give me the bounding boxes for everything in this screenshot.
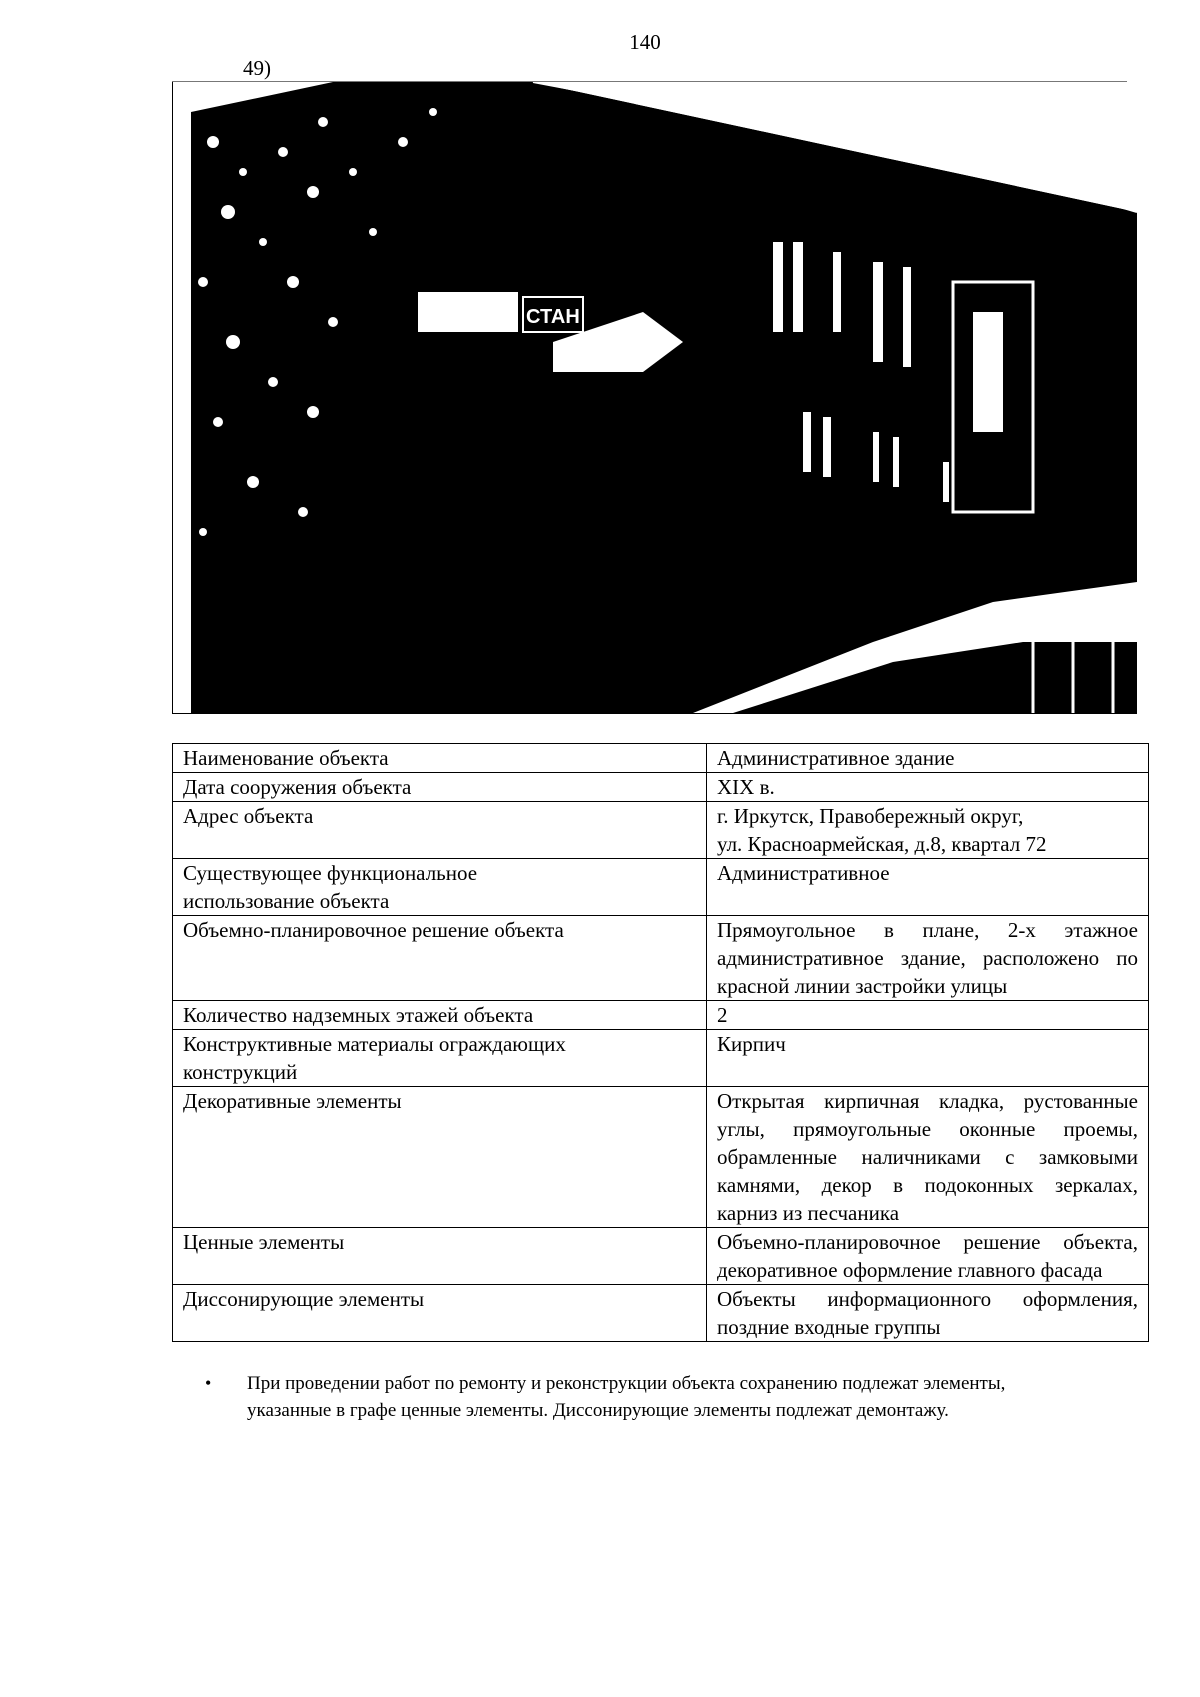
building-photo-image	[173, 82, 1137, 713]
table-row	[173, 773, 1149, 802]
table-row	[173, 1087, 1149, 1228]
table-row	[173, 916, 1149, 1001]
row-label: Дата сооружения объекта	[173, 773, 707, 802]
bullet-icon: •	[205, 1373, 212, 1393]
row-value: 2	[707, 1001, 1149, 1030]
note-text: При проведении работ по ремонту и реконструкции объекта сохранению подлежат элементы, указанные в графе ценные элементы. Диссонирующие элементы подлежат демонтажу.	[247, 1373, 1006, 1421]
row-value: Прямоугольное в плане, 2-х этажное административное здание, расположено по красной линии застройки улицы	[707, 916, 1149, 1001]
item-number: 49)	[243, 56, 271, 80]
row-label: Декоративные элементы	[173, 1087, 707, 1228]
table-row	[173, 802, 1149, 859]
row-label: Количество надземных этажей объекта	[173, 1001, 707, 1030]
row-value: Кирпич	[707, 1030, 1149, 1087]
row-value: г. Иркутск, Правобережный округ, ул. Красноармейская, д.8, квартал 72	[707, 802, 1149, 859]
row-label: Диссонирующие элементы	[173, 1285, 707, 1342]
row-label: Адрес объекта	[173, 802, 707, 859]
shop-sign-text: СТАН	[526, 306, 580, 328]
row-label: Существующее функциональное использование объекта	[173, 859, 707, 916]
row-label: Наименование объекта	[173, 744, 707, 773]
row-value: Административное	[707, 859, 1149, 916]
table-row	[173, 1001, 1149, 1030]
table-row	[173, 1228, 1149, 1285]
building-photo	[172, 82, 1137, 714]
row-value: XIX в.	[707, 773, 1149, 802]
table-row	[173, 744, 1149, 773]
row-label: Ценные элементы	[173, 1228, 707, 1285]
table-row	[173, 1030, 1149, 1087]
table-row	[173, 859, 1149, 916]
row-value: Открытая кирпичная кладка, рустованные углы, прямоугольные оконные проемы, обрамленные наличниками с замковыми камнями, декор в подоконных зеркалах, карниз из песчаника	[707, 1087, 1149, 1228]
page-number: 140	[629, 30, 661, 54]
preservation-note	[205, 1370, 1085, 1424]
row-value: Объемно-планировочное решение объекта, декоративное оформление главного фасада	[707, 1228, 1149, 1285]
object-info-table	[172, 743, 1149, 1342]
table-row	[173, 1285, 1149, 1342]
row-label: Конструктивные материалы ограждающих конструкций	[173, 1030, 707, 1087]
row-value: Объекты информационного оформления, поздние входные группы	[707, 1285, 1149, 1342]
row-value: Административное здание	[707, 744, 1149, 773]
row-label: Объемно-планировочное решение объекта	[173, 916, 707, 1001]
